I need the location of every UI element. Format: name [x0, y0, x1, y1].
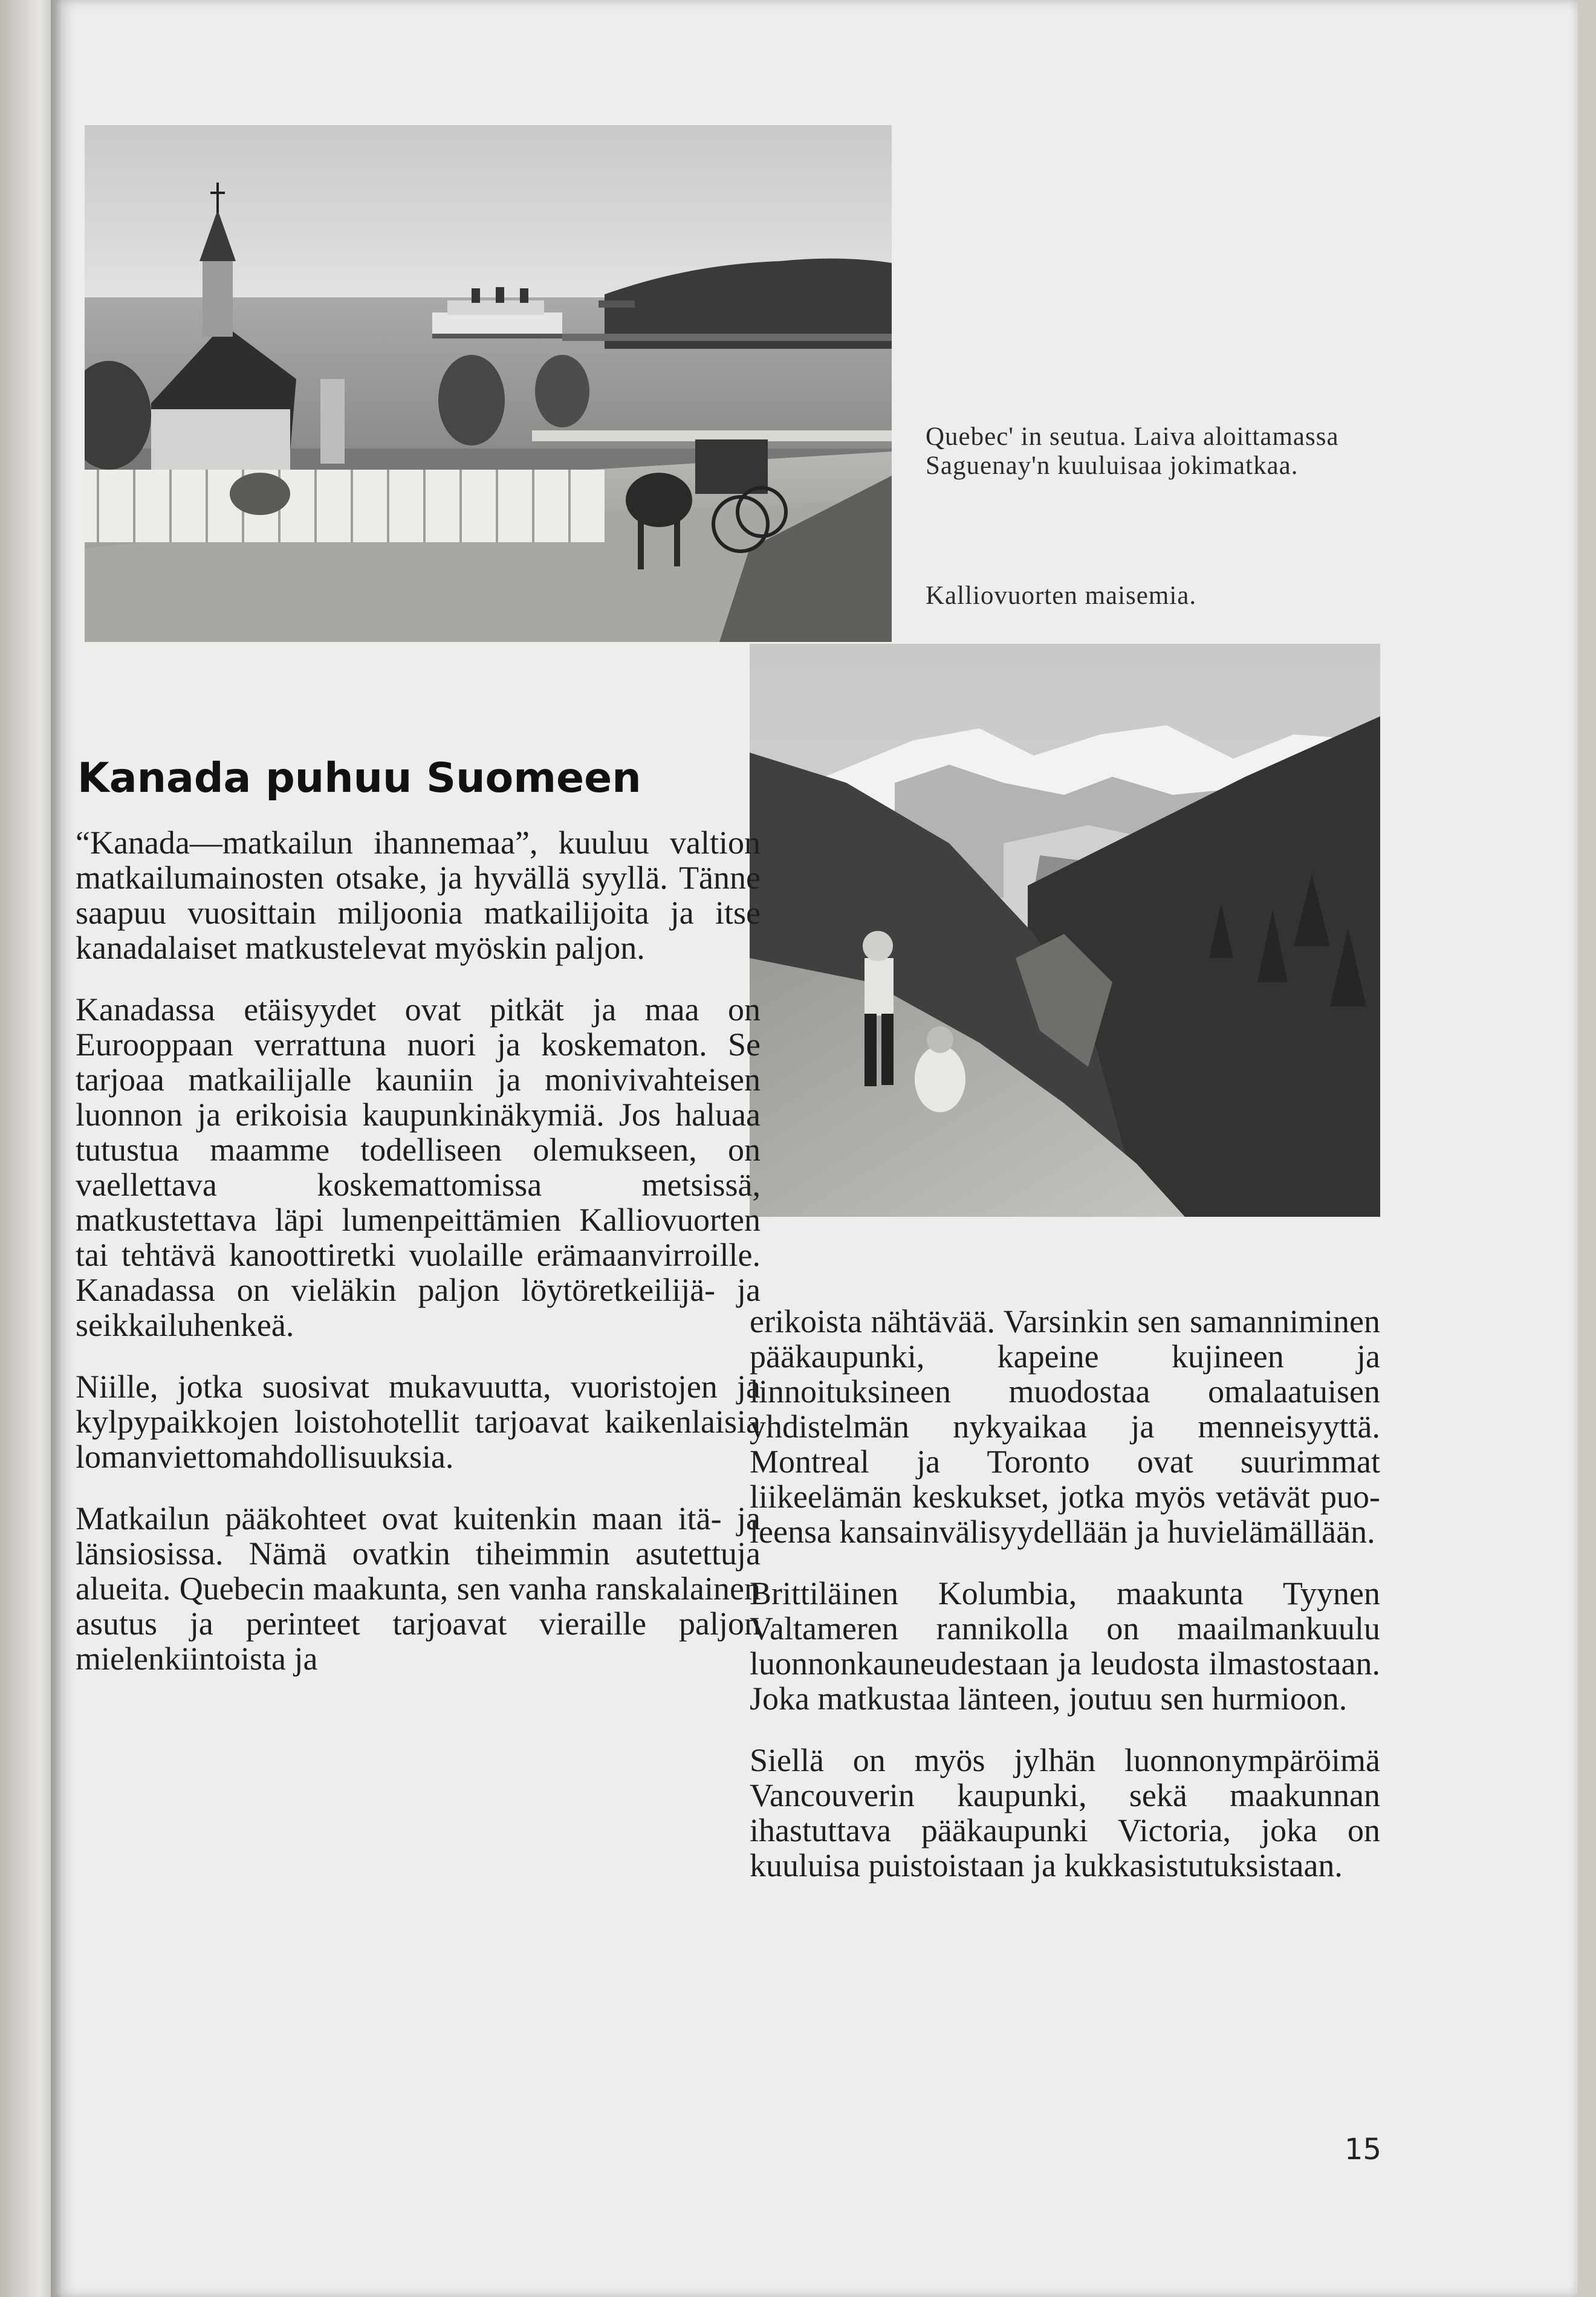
paragraph: Siellä on myös jylhän luonnonympäröimä Vancouverin kaupunki, sekä maakunnan ihastuttava pääkaupunki Victoria, joka on kuuluisa puistoistaan ja kukkasistutuksistaan.	[750, 1742, 1380, 1884]
page-crease	[51, 0, 62, 2297]
rockies-photo-image	[750, 644, 1380, 1217]
paragraph: Matkailun pääkohteet ovat kuitenkin maan itä- ja länsiosissa. Nämä ovatkin tiheimmin asutettuja alueita. Quebecin maakunta, sen vanha ranskalainen asutus ja perinteet tarjoavat vieraille paljon mielenkiintoista ja	[76, 1500, 761, 1677]
page-number: 15	[1345, 2133, 1382, 2166]
rocky-mountains-photo	[750, 644, 1380, 1217]
paragraph: “Kanada—matkailun ihannemaa”, kuuluu valtion matkailumainosten otsake, ja hyvällä syyllä. Tänne saapuu vuosittain miljoonia matkailijoita ja itse kanadalaiset matkustelevat myöskin paljon.	[76, 825, 761, 966]
paragraph: Niille, jotka suosivat mukavuutta, vuoristojen ja kylpypaikkojen loistohotellit tarjoavat kaikenlaisia lomanviettomahdollisuuksia.	[76, 1369, 761, 1475]
previous-page-edge	[0, 0, 56, 2297]
article-title: Kanada puhuu Suomeen	[77, 754, 641, 802]
paragraph: Kanadassa etäisyydet ovat pitkät ja maa on Eurooppaan verrattuna nuori ja koskematon. Se tarjoaa matkailijalle kauniin ja monivivahteisen luonnon ja erikoisia kaupunkinäkymiä. Jos haluaa tutustua maamme todelliseen olemukseen, on vaellettava koskemattomissa metsissä, matkustettava läpi lumenpeittämien Kalliovuorten tai tehtävä kanoottiretki vuolaille erämaanvirroille. Kanadassa on vieläkin paljon löytöretkeilijä- ja seikkailuhenkeä.	[76, 991, 761, 1343]
quebec-photo-caption: Quebec' in seutua. Laiva aloittamassa Saguenay'n kuuluisaa jokimatkaa.	[926, 423, 1339, 480]
quebec-landscape-photo	[85, 125, 892, 642]
paragraph: erikoista nähtävää. Varsinkin sen samanniminen pääkaupunki, kapeine kujineen ja linnoituksineen muodostaa omalaatuisen yhdistelmän nykyaikaa ja menneisyyttä. Montreal ja Toronto ovat suurimmat liikeelämän keskukset, jotka myös vetävät puoleensa kansainvälisyydellään ja huvielämällään.	[750, 1303, 1380, 1550]
rockies-photo-caption: Kalliovuorten maisemia.	[926, 582, 1197, 610]
paragraph: Brittiläinen Kolumbia, maakunta Tyynen Valtameren rannikolla on maailmankuulu luonnonkauneudestaan ja leudosta ilmastostaan. Joka matkustaa länteen, joutuu sen hurmioon.	[750, 1575, 1380, 1717]
right-text-column	[750, 1304, 1380, 1910]
left-text-column	[76, 825, 761, 1703]
quebec-photo-image	[85, 125, 892, 642]
